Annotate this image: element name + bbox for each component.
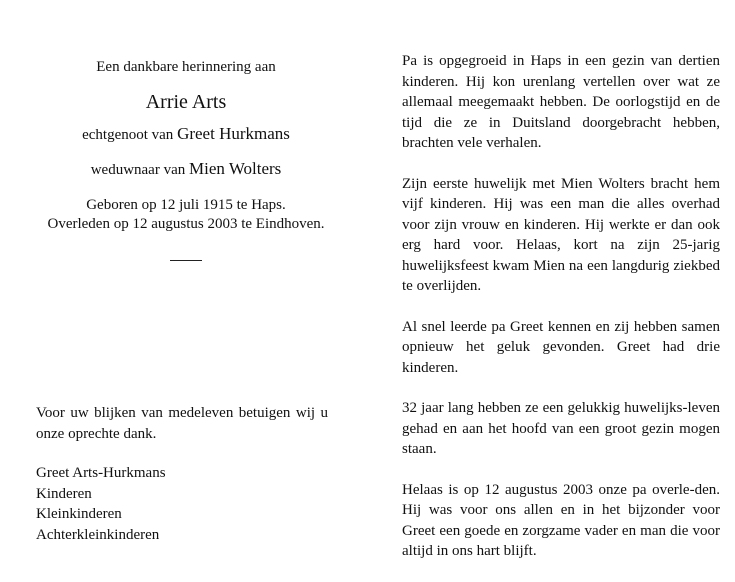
story-paragraph: Al snel leerde pa Greet kennen en zij hebben samen opnieuw het geluk gevonden. Greet had drie kinderen. — [402, 318, 720, 376]
thanks-text: Voor uw blijken van medeleven betuigen wij u onze oprechte dank. — [36, 405, 328, 442]
intro-line: Een dankbare herinnering aan — [96, 59, 276, 75]
signer-item: Achterkleinkinderen — [36, 526, 160, 543]
spouse-name: Greet Hurkmans — [177, 124, 290, 143]
spouse-line — [36, 124, 336, 145]
signer-item: Kinderen — [36, 485, 92, 502]
widow-prefix: weduwnaar van — [90, 162, 186, 178]
signers-list — [36, 463, 328, 545]
left-column — [36, 58, 336, 261]
divider-rule — [170, 260, 202, 261]
widow-name: Mien Wolters — [189, 159, 282, 178]
story-paragraph: 32 jaar lang hebben ze een gelukkig huwelijks-leven gehad en aan het hoofd van een groot gezin mogen staan. — [402, 400, 720, 457]
birth-line: Geboren op 12 juli 1915 te Haps. — [86, 197, 286, 213]
widow-line — [36, 159, 336, 180]
deceased-name: Arrie Arts — [145, 91, 227, 113]
signer-item: Kleinkinderen — [36, 506, 122, 522]
story-paragraph: Pa is opgegroeid in Haps in een gezin van dertien kinderen. Hij kon urenlang vertellen over wat ze allemaal meegemaakt hebben. De oorlogstijd en de tijd die ze in Duitsland doorgebracht hebben, brachten vele verhalen. — [402, 53, 720, 151]
story-paragraph: Zijn eerste huwelijk met Mien Wolters bracht hem vijf kinderen. Hij was een man die alles overhad voor zijn vrouw en kinderen. Hij werkte er dan ook erg hard voor. Helaas, kort na zijn 25-jarig huwelijksfeest kwam Mien na een langdurig ziekbed te overlijden. — [402, 175, 720, 294]
story-paragraph: Helaas is op 12 augustus 2003 onze pa overle-den. Hij was voor ons allen en in het bijzonder voor Greet een goede en zorgzame vader en man die voor altijd in ons hart blijft. — [402, 481, 720, 559]
death-line: Overleden op 12 augustus 2003 te Eindhoven. — [47, 216, 325, 232]
life-dates — [36, 196, 336, 234]
signer-item: Greet Arts-Hurkmans — [36, 465, 166, 481]
spouse-prefix: echtgenoot van — [82, 127, 174, 143]
right-column — [402, 51, 720, 582]
